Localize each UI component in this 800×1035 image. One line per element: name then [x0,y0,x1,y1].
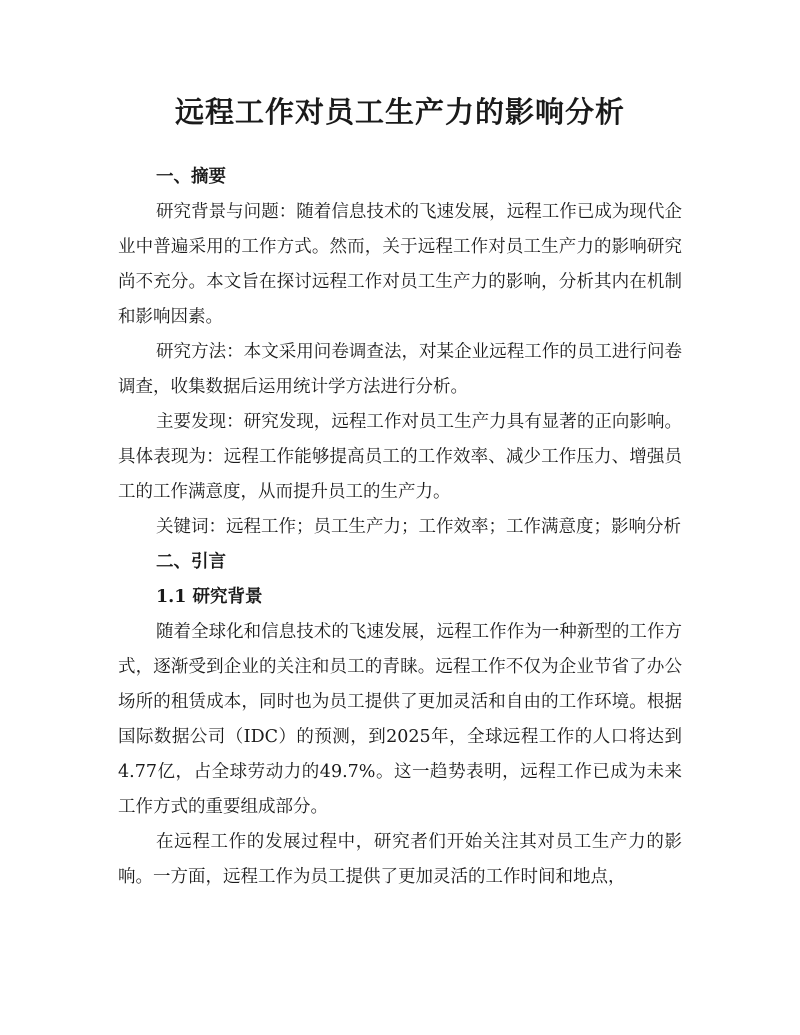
abstract-findings-paragraph: 主要发现：研究发现，远程工作对员工生产力具有显著的正向影响。具体表现为：远程工作能够提高员工的工作效率、减少工作压力、增强员工的工作满意度，从而提升员工的生产力。 [118,412,682,502]
subsection-heading-background: 1.1 研究背景 [156,587,263,607]
abstract-keywords-paragraph: 关键词：远程工作；员工生产力；工作效率；工作满意度；影响分析 [156,517,681,537]
section-heading-intro: 二、引言 [156,552,226,572]
intro-research-paragraph: 在远程工作的发展过程中，研究者们开始关注其对员工生产力的影响。一方面，远程工作为员工提供了更加灵活的工作时间和地点， [118,832,682,887]
document-title: 远程工作对员工生产力的影响分析 [174,95,625,129]
intro-background-paragraph: 随着全球化和信息技术的飞速发展，远程工作作为一种新型的工作方式，逐渐受到企业的关注和员工的青睐。远程工作不仅为企业节省了办公场所的租赁成本，同时也为员工提供了更加灵活和自由的工作环境。根据国际数据公司（IDC）的预测，到2025年，全球远程工作的人口将达到4.77亿，占全球劳动力的49.7%。这一趋势表明，远程工作已成为未来工作方式的重要组成部分。 [118,622,682,817]
abstract-background-paragraph: 研究背景与问题：随着信息技术的飞速发展，远程工作已成为现代企业中普遍采用的工作方式。然而，关于远程工作对员工生产力的影响研究尚不充分。本文旨在探讨远程工作对员工生产力的影响，分析其内在机制和影响因素。 [118,202,682,327]
abstract-method-paragraph: 研究方法：本文采用问卷调查法，对某企业远程工作的员工进行问卷调查，收集数据后运用统计学方法进行分析。 [118,342,682,397]
section-heading-abstract: 一、摘要 [156,167,226,187]
